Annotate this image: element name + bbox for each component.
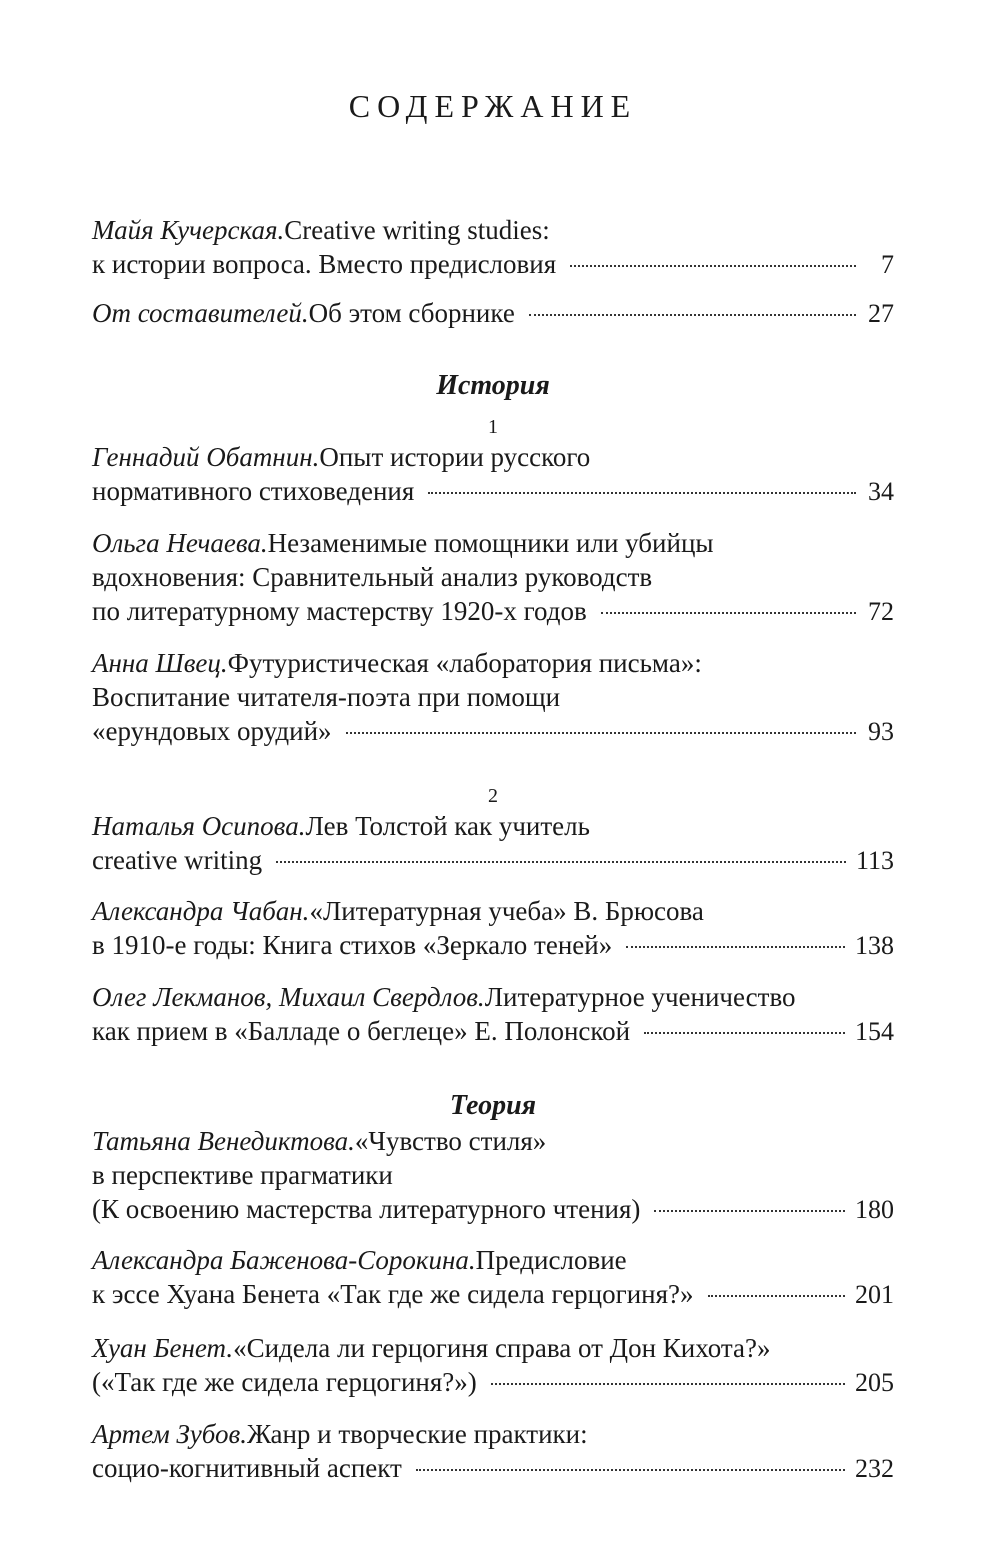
toc-entry [92,980,894,1048]
entry-author: Александра Чабан. [92,896,310,926]
entry-title-text: Литературное ученичество [484,982,796,1012]
entry-author: Анна Швец. [92,648,228,678]
entry-page-number: 205 [855,1368,894,1397]
entry-title-text: Опыт истории русского [319,442,591,472]
toc-entry [92,440,894,508]
entry-title-text: социо-когнитивный аспект [92,1453,402,1483]
entry-author: Хуан Бенет. [92,1333,234,1363]
entry-line [92,1451,894,1485]
entry-title-text: к эссе Хуана Бенета «Так где же сидела герцогиня?» [92,1279,694,1309]
entry-page-number: 138 [855,931,894,960]
entry-line [92,1331,894,1365]
toc-page [92,0,894,1553]
dot-leader [654,1210,845,1212]
entry-line [92,980,894,1014]
entry-author: Александра Баженова-Сорокина. [92,1245,476,1275]
entry-title-text: Воспитание читателя-поэта при помощи [92,682,561,712]
entry-author: Татьяна Венедиктова. [92,1126,355,1156]
entry-line [92,680,894,714]
entry-title-text: как прием в «Балладе о беглеце» Е. Полонской [92,1016,631,1046]
entry-author: Майя Кучерская. [92,215,285,245]
entry-page-number: 34 [868,477,894,506]
part-number: 1 [488,416,498,438]
dot-leader [276,861,846,863]
toc-entry [92,1331,894,1399]
entry-line [92,843,894,877]
entry-title-text: вдохновения: Сравнительный анализ руководств [92,562,653,592]
entry-title-text: Лев Толстой как учитель [305,811,590,841]
entry-title-text: (К освоению мастерства литературного чтения) [92,1194,641,1224]
entry-title-text: по литературному мастерству 1920-х годов [92,596,587,626]
toc-entry [92,646,894,748]
entry-author: Артем Зубов. [92,1419,247,1449]
entry-author: Ольга Нечаева. [92,528,268,558]
dot-leader [644,1032,845,1034]
toc-entry [92,894,894,962]
entry-title-text: «Литературная учеба» В. Брюсова [309,896,704,926]
toc-entry [92,213,894,281]
entry-page-number: 93 [868,717,894,746]
entry-title-text: Предисловие [475,1245,627,1275]
entry-line [92,560,894,594]
entry-line [92,213,894,247]
entry-title-text: Жанр и творческие практики: [246,1419,588,1449]
entry-line [92,474,894,508]
entry-line [92,1277,894,1311]
entry-page-number: 72 [868,597,894,626]
toc-entry [92,296,894,330]
entry-line [92,1158,894,1192]
entry-line [92,928,894,962]
entry-line [92,1124,894,1158]
dot-leader [708,1295,845,1297]
toc-entry [92,526,894,628]
part-number: 2 [488,785,498,807]
entry-title-text: creative writing [92,845,263,875]
dot-leader [529,314,856,316]
entry-title-text: нормативного стиховедения [92,476,415,506]
section-heading: История [436,370,550,401]
entry-line [92,714,894,748]
entry-line [92,247,894,281]
page-title: СОДЕРЖАНИЕ [348,88,638,124]
entry-line [92,526,894,560]
entry-page-number: 180 [855,1195,894,1224]
entry-page-number: 201 [855,1280,894,1309]
entry-line [92,440,894,474]
entry-line [92,809,894,843]
entry-title-text: в перспективе прагматики [92,1160,393,1190]
entry-page-number: 154 [855,1017,894,1046]
entry-page-number: 27 [868,299,894,328]
entry-line [92,296,894,330]
entry-title-text: Незаменимые помощники или убийцы [267,528,714,558]
section-heading: Теория [449,1090,537,1121]
entry-author: Наталья Осипова. [92,811,306,841]
entry-line [92,594,894,628]
entry-title-text: в 1910-е годы: Книга стихов «Зеркало теней» [92,930,613,960]
dot-leader [416,1469,845,1471]
entry-title-text: «ерундовых орудий» [92,716,332,746]
toc-entry [92,1417,894,1485]
dot-leader [428,492,856,494]
entry-line [92,1192,894,1226]
toc-entry [92,1243,894,1311]
entry-title-text: Футуристическая «лаборатория письма»: [227,648,702,678]
entry-line [92,1365,894,1399]
entry-line [92,1014,894,1048]
dot-leader [346,732,856,734]
entry-title-text: Creative writing studies: [284,215,550,245]
entry-line [92,646,894,680]
entry-title-text: («Так где же сидела герцогиня?») [92,1367,477,1397]
entry-page-number: 113 [855,846,894,875]
entry-title-text: «Чувство стиля» [354,1126,547,1156]
dot-leader [570,265,856,267]
entry-page-number: 232 [855,1454,894,1483]
entry-line [92,1417,894,1451]
entry-title-text: к истории вопроса. Вместо предисловия [92,249,557,279]
entry-title-text: «Сидела ли герцогиня справа от Дон Кихота?» [233,1333,771,1363]
entry-author: Олег Лекманов, Михаил Свердлов. [92,982,485,1012]
entry-line [92,894,894,928]
entry-author: От составителей. [92,298,309,328]
toc-entry [92,1124,894,1226]
entry-line [92,1243,894,1277]
entry-page-number: 7 [881,250,894,279]
dot-leader [601,612,856,614]
dot-leader [491,1383,845,1385]
dot-leader [626,946,845,948]
entry-author: Геннадий Обатнин. [92,442,320,472]
entry-title-text: Об этом сборнике [308,298,515,328]
toc-entry [92,809,894,877]
